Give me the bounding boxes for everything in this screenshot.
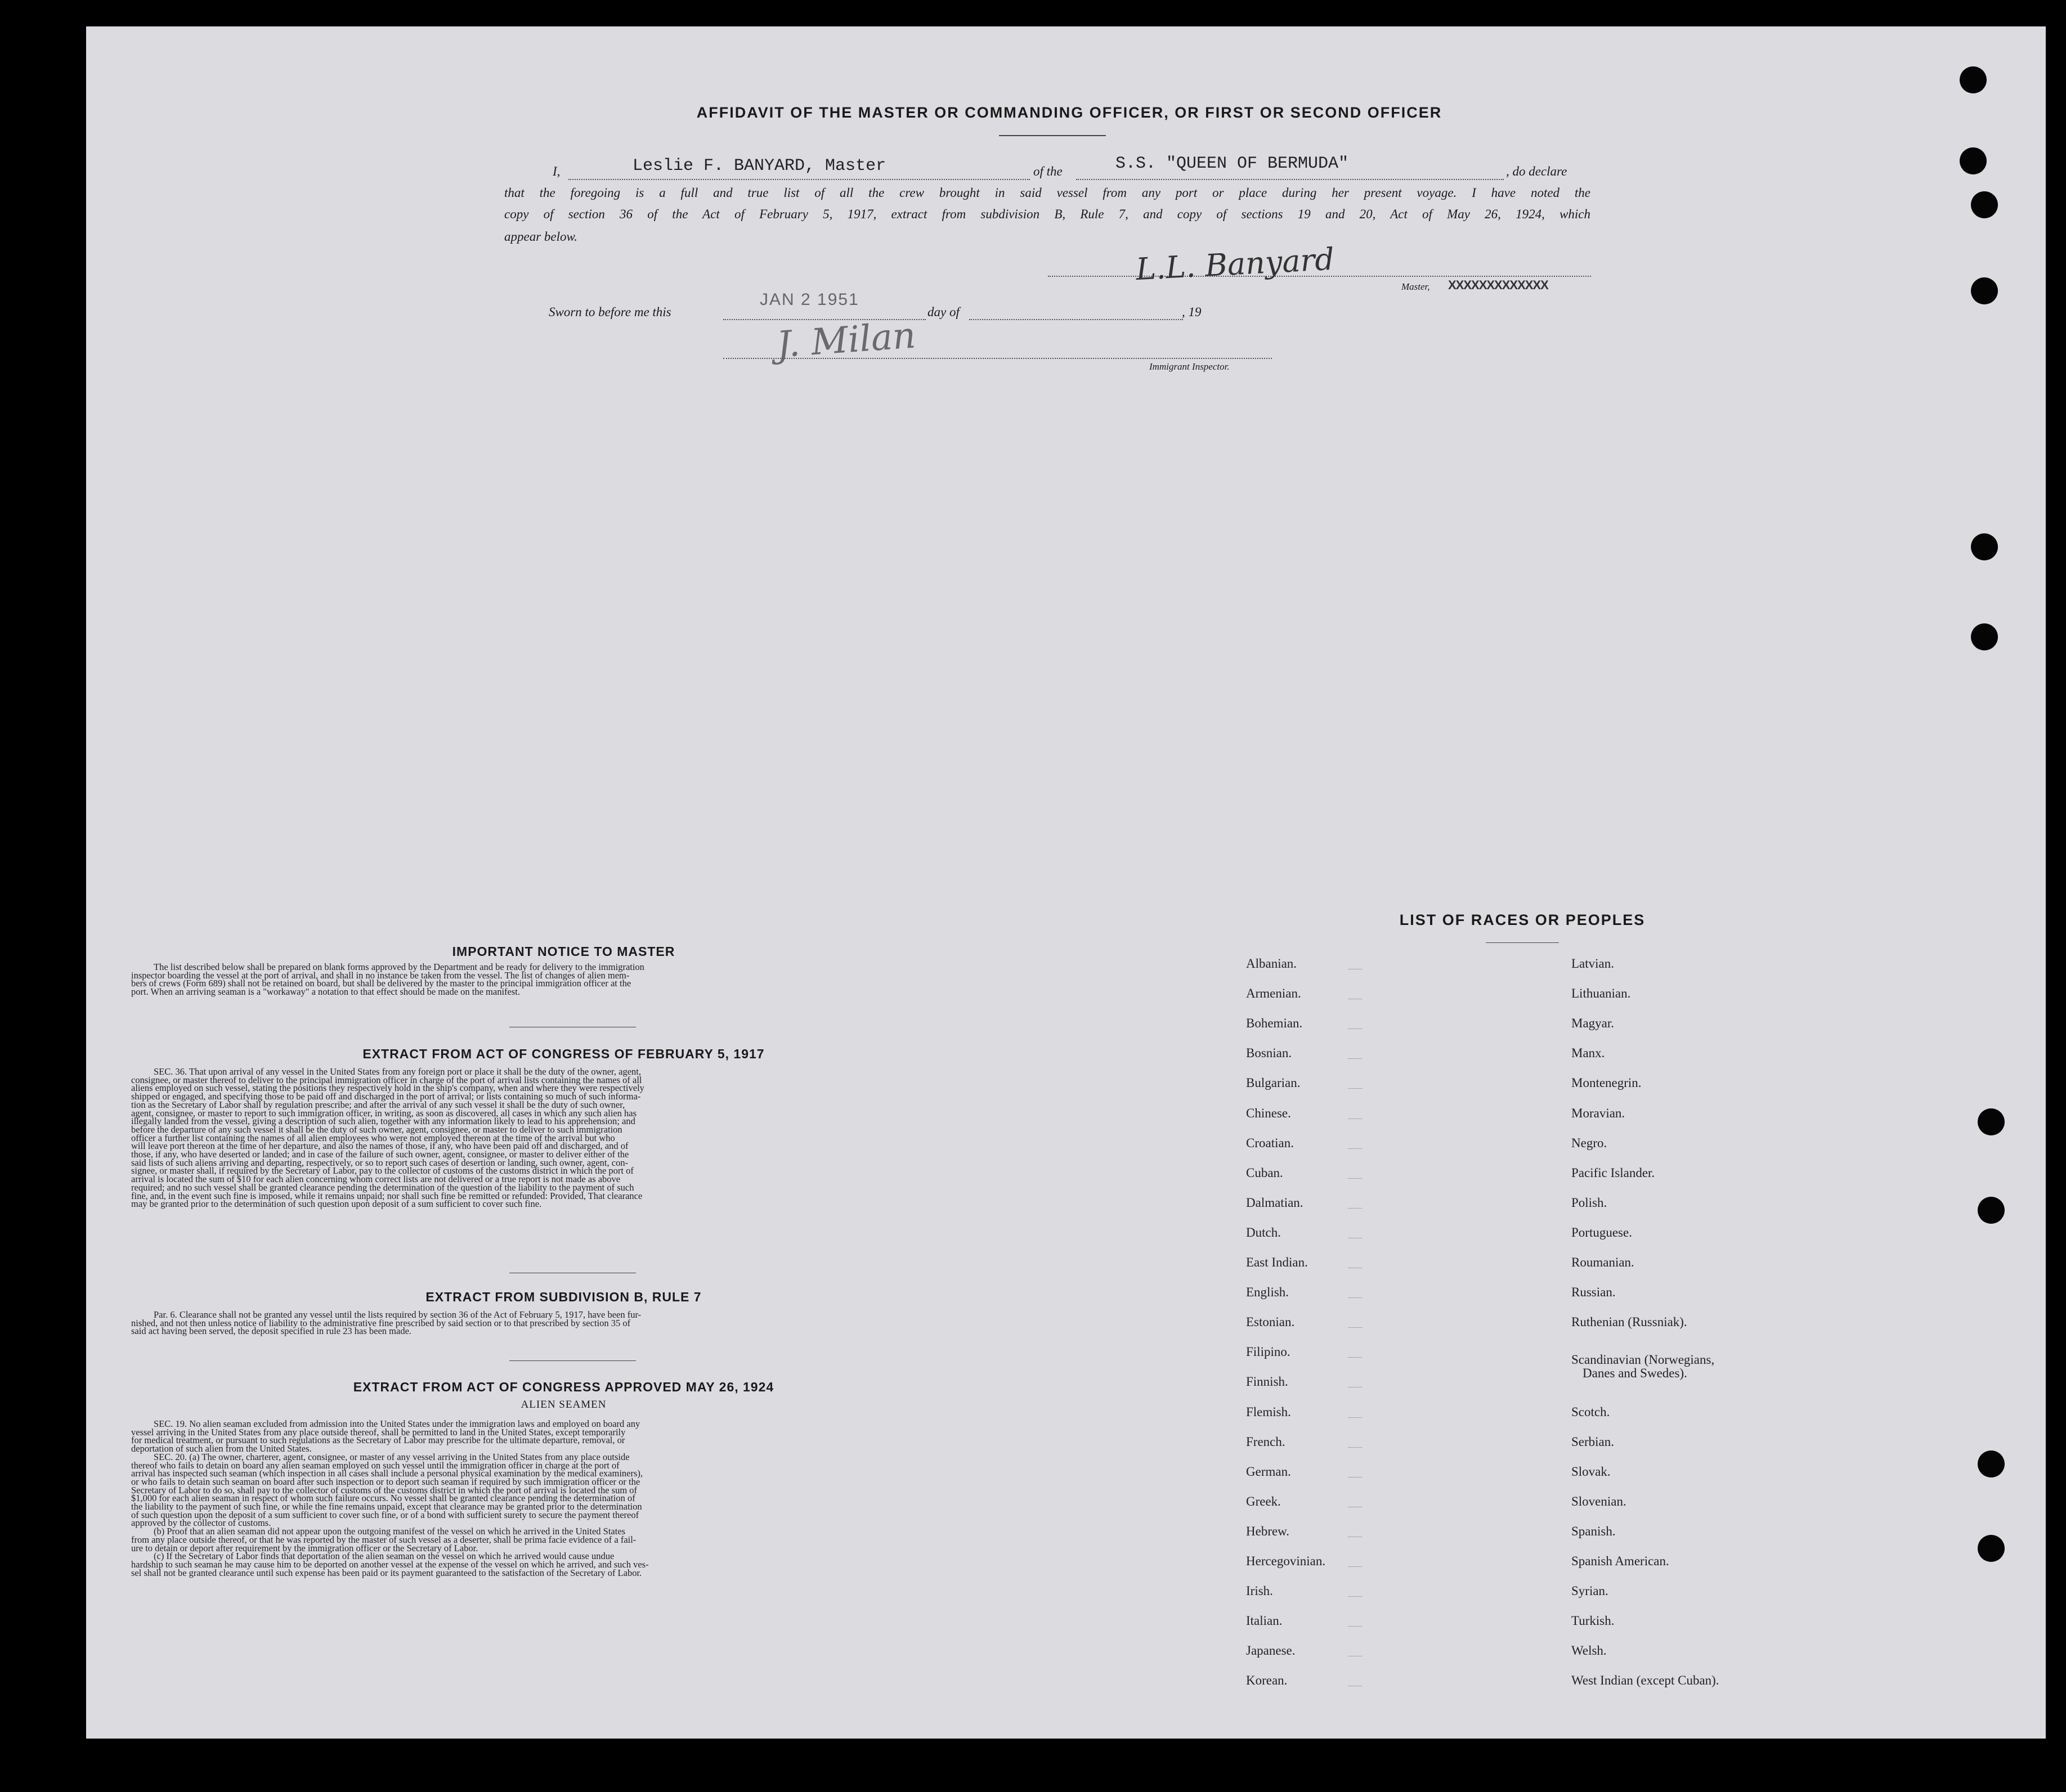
notice-line: The list described below shall be prepared on blank forms approved by the Department and be ready for delivery to the immigration (154, 962, 644, 972)
year-prefix: , 19 (1182, 305, 1202, 319)
extract-1917-line: may be granted prior to the determination of such question upon deposit of a sum sufficient to cover such fine. (131, 1198, 542, 1210)
rule7-divider (509, 1360, 636, 1361)
race-leader-dots (1348, 1357, 1362, 1358)
race-item: Dutch. (1246, 1225, 1281, 1239)
race-item: Albanian. (1246, 956, 1297, 971)
rule7-text (131, 1311, 996, 1336)
notice-line: inspector boarding the vessel at the port of arrival, and shall in no instance be taken from the vessel. The list of changes of alien mem- (131, 969, 630, 981)
punch-hole (1971, 191, 1998, 218)
extract-1917-line: agent, consignee, or master to report to such immigration officer, in writing, as soon as discovered, all cases in which any such alien has (131, 1107, 637, 1119)
extract-1924-line: approved by the collector of customs. (131, 1517, 271, 1529)
race-leader-dots (1348, 1566, 1362, 1567)
day-of-label: day of (927, 305, 960, 319)
extract-1917-line: fine, and, in the event such fine is imposed, while it remains unpaid; nor shall such fine be remitted or refunded: Provided, That clearance (131, 1190, 643, 1201)
race-item: Bohemian. (1246, 1016, 1303, 1031)
extract-1924-line: deportation of such alien from the United States. (131, 1443, 312, 1454)
notice-text (131, 963, 996, 996)
notice-line: port. When an arriving seaman is a "workaway" a notation to that effect should be made on the manifest. (131, 986, 520, 998)
extract-1924-line: vessel arriving in the United States from any place outside thereof, shall be permitted to land in the United States, except temporarily (131, 1426, 626, 1438)
race-item: Japanese. (1246, 1643, 1296, 1658)
race-item: English. (1246, 1285, 1289, 1300)
extract-1917-line: aliens employed on such vessel, stating the positions they respectively hold in the ship's company, when and where they were respectively (131, 1083, 644, 1094)
race-item: Latvian. (1571, 956, 1614, 971)
extract-1917-line: shipped or engaged, and specifying those to be paid off and discharged in the port of arrival; or lists containing so much of such informa- (131, 1091, 641, 1102)
extract-1924-line: Secretary of Labor to do so, shall pay to the collector of customs of the customs district in which the port of arrival is located the sum of (131, 1484, 638, 1495)
extract-1917-line: before the departure of any such vessel it shall be the duty of such owner, agent, consignee, or master to deliver to such immigration (131, 1124, 622, 1135)
race-item-continuation: Danes and Swedes). (1583, 1366, 1687, 1381)
race-leader-dots (1348, 1058, 1362, 1059)
race-item: Hercegovinian. (1246, 1554, 1326, 1568)
extract-1917-line: arrival is located the sum of $10 for each alien concerning whom correct lists are not delivered or a true report is not made as above (131, 1174, 621, 1185)
inspector-signature: J. Milan (775, 315, 917, 366)
affidavit-title: AFFIDAVIT OF THE MASTER OR COMMANDING OFFICER, OR FIRST OR SECOND OFFICER (696, 104, 1442, 121)
sworn-label: Sworn to before me this (549, 305, 671, 319)
race-leader-dots (1348, 1626, 1362, 1627)
extract-1924-title: EXTRACT FROM ACT OF CONGRESS APPROVED MAY 26, 1924 (353, 1380, 774, 1394)
notice-line: bers of crews (Form 689) shall not be retained on board, but shall be delivered by the master to the principal immigration officer at the (131, 978, 631, 989)
punch-hole (1978, 1197, 2005, 1224)
race-item: Greek. (1246, 1494, 1281, 1508)
punch-hole (1971, 533, 1998, 560)
race-item: East Indian. (1246, 1255, 1308, 1269)
rule7-line: Par. 6. Clearance shall not be granted any vessel until the lists required by section 36 of the Act of February 5, 1917, have been fur- (154, 1309, 642, 1320)
punch-hole (1960, 66, 1987, 93)
race-item: Manx. (1571, 1046, 1605, 1061)
race-item: Armenian. (1246, 986, 1301, 1001)
race-item: Bosnian. (1246, 1046, 1292, 1061)
race-item: Dalmatian. (1246, 1195, 1303, 1210)
extract-1917-line: illegally landed from the vessel, giving a description of such alien, together with any information likely to lead to his apprehension; and (131, 1116, 635, 1127)
master-label: Master, (1401, 281, 1430, 292)
extract-1924-line: from any place outside thereof, or that he was reported by the master of such vessel as a deserter, shall be prima facie evidence of a fail- (131, 1534, 637, 1545)
punch-hole (1978, 1535, 2005, 1562)
race-item: Ruthenian (Russniak). (1571, 1315, 1687, 1330)
declaration-i-label: I, (553, 164, 561, 178)
race-item: Scotch. (1571, 1404, 1610, 1419)
punch-hole (1978, 1450, 2005, 1477)
extract-1924-line: for medical treatment, or pursuant to such regulations as the Secretary of Labor may prescribe for the ultimate departure, removal, or (131, 1435, 625, 1446)
race-leader-dots (1348, 1417, 1362, 1418)
race-item: German. (1246, 1464, 1291, 1479)
extract-1924-line: of such question upon the deposit of a sum sufficient to cover such fine, or of a bond with sufficient surety to secure the payment thereof (131, 1509, 639, 1520)
inspector-label: Immigrant Inspector. (1149, 361, 1230, 372)
race-item: Turkish. (1571, 1614, 1615, 1628)
extract-1924-line: (b) Proof that an alien seaman did not appear upon the outgoing manifest of the vessel on which he arrived in the United States (154, 1526, 626, 1537)
extract-1924-line: ure to detain or deport after requirement by the immigration officer or the Secretary of Labor. (131, 1542, 478, 1553)
extract-1924-line: thereof who fails to detain on board any alien seaman employed on such vessel until the immigration officer in charge at the port of (131, 1459, 620, 1471)
race-item: Flemish. (1246, 1404, 1291, 1419)
race-item: Scandinavian (Norwegians, (1571, 1353, 1715, 1367)
race-item: Pacific Islander. (1571, 1165, 1655, 1180)
extract-1924-line: $1,000 for each alien seaman in respect of whom such failure occurs. No vessel shall be granted clearance pending the determination of (131, 1493, 635, 1504)
extract-1924-line: the liability to the payment of such fine, or while the fine remains unpaid, except that clearance may be granted prior to the determination (131, 1501, 642, 1512)
extract-1917-line: signee, or master shall, if required by the Secretary of Labor, pay to the collector of customs of the customs district in which the port of (131, 1165, 634, 1176)
race-item: Chinese. (1246, 1106, 1291, 1120)
extract-1917-text (131, 1068, 996, 1209)
rule7-line: nished, and not then unless notice of liability to the administrative fine prescribed by said section or to that prescribed by section 35 of (131, 1317, 631, 1328)
race-item: Filipino. (1246, 1345, 1290, 1359)
declaration-line-2: that the foregoing is a full and true list of all the crew brought in said vessel from any port or place during her present voyage. I have noted the (504, 186, 1590, 200)
struck-title-text: XXXXXXXXXXXXX (1448, 278, 1548, 292)
race-leader-dots (1348, 1178, 1362, 1179)
race-leader-dots (1348, 1596, 1362, 1597)
master-signature: L.L. Banyard (1135, 241, 1335, 288)
extract-1924-text (131, 1420, 996, 1577)
declaration-line-4: appear below. (504, 230, 577, 244)
race-item: West Indian (except Cuban). (1571, 1673, 1719, 1688)
date-stamp: JAN 2 1951 (760, 290, 859, 309)
extract-1917-line: those, if any, who have deserted or landed; and in case of the failure of such owner, agent, consignee, or master to deliver either of the (131, 1149, 629, 1160)
race-item: Lithuanian. (1571, 986, 1631, 1001)
master-name: Leslie F. BANYARD, Master (633, 156, 886, 176)
extract-1917-line: SEC. 36. That upon arrival of any vessel in the United States from any foreign port or place it shall be the duty of the owner, agent, (154, 1066, 641, 1077)
extract-1917-line: required; and no such vessel shall be granted clearance pending the determination of the question of the liability to the payment of such (131, 1182, 634, 1193)
vessel-blank-line (1076, 179, 1504, 180)
races-divider (1486, 942, 1559, 943)
races-title: LIST OF RACES OR PEOPLES (1399, 911, 1646, 928)
inspector-signature-line (723, 358, 1272, 359)
race-item: Slovenian. (1571, 1494, 1626, 1508)
extract-1917-line: said lists of such aliens arriving and departing, respectively, or so to report such cases of desertion or landing, such owner, agent, con- (131, 1157, 629, 1168)
race-item: Serbian. (1571, 1434, 1615, 1449)
alien-seamen-subtitle: ALIEN SEAMEN (521, 1399, 607, 1411)
punch-hole (1971, 277, 1998, 304)
extract-1917-line: consignee, or master thereof to deliver to the principal immigration officer in charge of the port of arrival lists containing the names of all (131, 1074, 642, 1085)
notice-title: IMPORTANT NOTICE TO MASTER (452, 944, 675, 959)
race-leader-dots (1348, 1208, 1362, 1209)
extract-1924-line: hardship to such seaman he may cause him to be deported on another vessel at the expense of the vessel on which he arrived, and such ves- (131, 1559, 649, 1570)
vessel-name: S.S. "QUEEN OF BERMUDA" (1115, 154, 1349, 173)
race-item: Welsh. (1571, 1643, 1607, 1658)
race-leader-dots (1348, 1327, 1362, 1328)
race-item: Spanish American. (1571, 1554, 1669, 1568)
extract-1924-line: arrival has inspected such seaman (which inspection in all cases shall include a personal physical examination by the medical examiners), (131, 1468, 643, 1479)
extract-1924-line: SEC. 20. (a) The owner, charterer, agent, consignee, or master of any vessel arriving in the United States from any place outside (154, 1451, 630, 1462)
race-item: Russian. (1571, 1285, 1616, 1300)
extract-1917-title: EXTRACT FROM ACT OF CONGRESS OF FEBRUARY 5, 1917 (362, 1047, 765, 1061)
race-leader-dots (1348, 1297, 1362, 1298)
extract-1924-line: SEC. 19. No alien seaman excluded from admission into the United States under the immigration laws and employed on board any (154, 1418, 640, 1429)
race-item: Polish. (1571, 1195, 1607, 1210)
title-divider (999, 135, 1106, 136)
extract-1917-line: tion as the Secretary of Labor shall by regulation prescribe; and after the arrival of any such vessel it shall be the duty of such owner, (131, 1099, 625, 1110)
extract-1917-line: officer a further list containing the names of all alien employees who were not employed thereon at the time of the arrival but who (131, 1132, 615, 1143)
race-item: Negro. (1571, 1135, 1607, 1150)
race-item: Hebrew. (1246, 1524, 1290, 1538)
race-item: Italian. (1246, 1614, 1283, 1628)
race-item: French. (1246, 1434, 1285, 1449)
race-item: Estonian. (1246, 1315, 1295, 1330)
race-item: Bulgarian. (1246, 1076, 1301, 1090)
race-item: Cuban. (1246, 1165, 1283, 1180)
rule7-title: EXTRACT FROM SUBDIVISION B, RULE 7 (425, 1290, 702, 1304)
punch-hole (1960, 147, 1987, 174)
of-the-label: of the (1033, 164, 1063, 178)
race-item: Montenegrin. (1571, 1076, 1642, 1090)
extract-1924-line: sel shall not be granted clearance until such expense has been paid or its payment guaranteed to the satisfaction of the Secretary of Labor. (131, 1567, 642, 1578)
race-leader-dots (1348, 1148, 1362, 1149)
race-item: Roumanian. (1571, 1255, 1634, 1269)
race-item: Magyar. (1571, 1016, 1615, 1031)
race-item: Korean. (1246, 1673, 1288, 1688)
rule7-line: said act having been served, the deposit specified in rule 23 has been made. (131, 1326, 412, 1337)
race-item: Portuguese. (1571, 1225, 1632, 1239)
do-declare-label: , do declare (1506, 164, 1567, 178)
punch-hole (1978, 1108, 2005, 1135)
race-item: Slovak. (1571, 1464, 1611, 1479)
race-item: Spanish. (1571, 1524, 1616, 1538)
month-blank-line (969, 319, 1183, 320)
declaration-line-3: copy of section 36 of the Act of February 5, 1917, extract from subdivision B, Rule 7, and copy of sections 19 and 20, Act of May 26, 1924, which (504, 207, 1590, 221)
punch-hole (1971, 623, 1998, 650)
race-item: Syrian. (1571, 1584, 1608, 1598)
race-leader-dots (1348, 1088, 1362, 1089)
extract-1924-line: or who fails to detain such seaman on board after such inspection or to deport such seaman if required by such immigration officer or the (131, 1476, 640, 1487)
race-item: Croatian. (1246, 1135, 1294, 1150)
race-item: Finnish. (1246, 1375, 1288, 1389)
race-item: Moravian. (1571, 1106, 1625, 1120)
name-blank-line (568, 179, 1030, 180)
race-item: Irish. (1246, 1584, 1273, 1598)
extract-1924-line: (c) If the Secretary of Labor finds that deportation of the alien seaman on the vessel on which he arrived would cause undue (154, 1551, 615, 1562)
race-leader-dots (1348, 1447, 1362, 1448)
extract-1917-line: will leave port thereon at the time of her departure, and also the names of those, if any, who have been paid off and discharged, and of (131, 1140, 629, 1152)
